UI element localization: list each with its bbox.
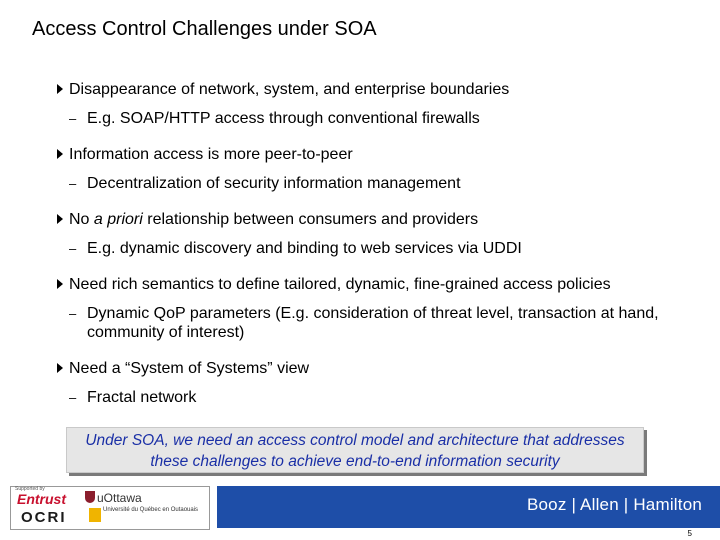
bullet-group [57,210,697,258]
bullet-text-italic: a priori [93,211,143,228]
arrow-bullet-icon [57,84,63,94]
bullet-item [57,275,697,294]
sub-bullet-text: Decentralization of security information management [87,175,461,192]
arrow-bullet-icon [57,279,63,289]
bullet-group [57,145,697,193]
sub-bullet-text: Dynamic QoP parameters (E.g. consideration of threat level, transaction at hand, community of interest) [87,305,659,341]
bullet-text: Need a “System of Systems” view [69,360,310,377]
sponsor-logos [10,486,210,530]
bullet-group [57,275,697,342]
bullet-item [57,359,697,378]
bullet-text: Need rich semantics to define tailored, dynamic, fine-grained access policies [69,276,611,293]
arrow-bullet-icon [57,363,63,373]
arrow-bullet-icon [57,214,63,224]
page-number: 5 [687,529,692,538]
bullet-list [57,80,697,424]
bullet-text-pre: No [69,211,94,228]
booz-allen-hamilton-logo: Booz | Allen | Hamilton [526,495,702,514]
bullet-text-post: relationship between consumers and providers [142,211,479,228]
entrust-logo: Entrust [17,491,66,507]
sub-bullet-item [57,239,697,258]
uottawa-logo: uOttawa [97,491,142,505]
bullet-text: Disappearance of network, system, and enterprise boundaries [69,81,510,98]
sub-bullet-text: Fractal network [87,389,197,406]
bullet-group [57,80,697,128]
sub-bullet-item [57,174,697,193]
dash-bullet-icon: – [69,176,77,191]
dash-bullet-icon: – [69,241,77,256]
bullet-text: Information access is more peer-to-peer [69,146,353,163]
ocri-logo: OCRI [21,509,67,526]
dash-bullet-icon: – [69,390,77,405]
sub-bullet-item [57,388,697,407]
dash-bullet-icon: – [69,306,77,321]
sub-bullet-item [57,304,697,342]
uottawa-crest-icon [85,491,95,503]
sub-bullet-text: E.g. dynamic discovery and binding to web services via UDDI [87,240,522,257]
sub-bullet-text: E.g. SOAP/HTTP access through conventional firewalls [87,110,480,127]
bullet-group [57,359,697,407]
bullet-item [57,80,697,99]
bullet-item [57,145,697,164]
slide-title: Access Control Challenges under SOA [32,18,377,40]
bullet-item [57,210,697,229]
sub-bullet-item [57,109,697,128]
brand-bar [217,486,720,528]
uqo-logo: Université du Québec en Outaouais [103,507,199,513]
summary-callout: Under SOA, we need an access control model and architecture that addresses these challenges to achieve end-to-end information security [66,427,644,473]
supported-by-label: Supported by [15,486,45,492]
arrow-bullet-icon [57,149,63,159]
dash-bullet-icon: – [69,111,77,126]
uqo-mark-icon [89,508,101,522]
